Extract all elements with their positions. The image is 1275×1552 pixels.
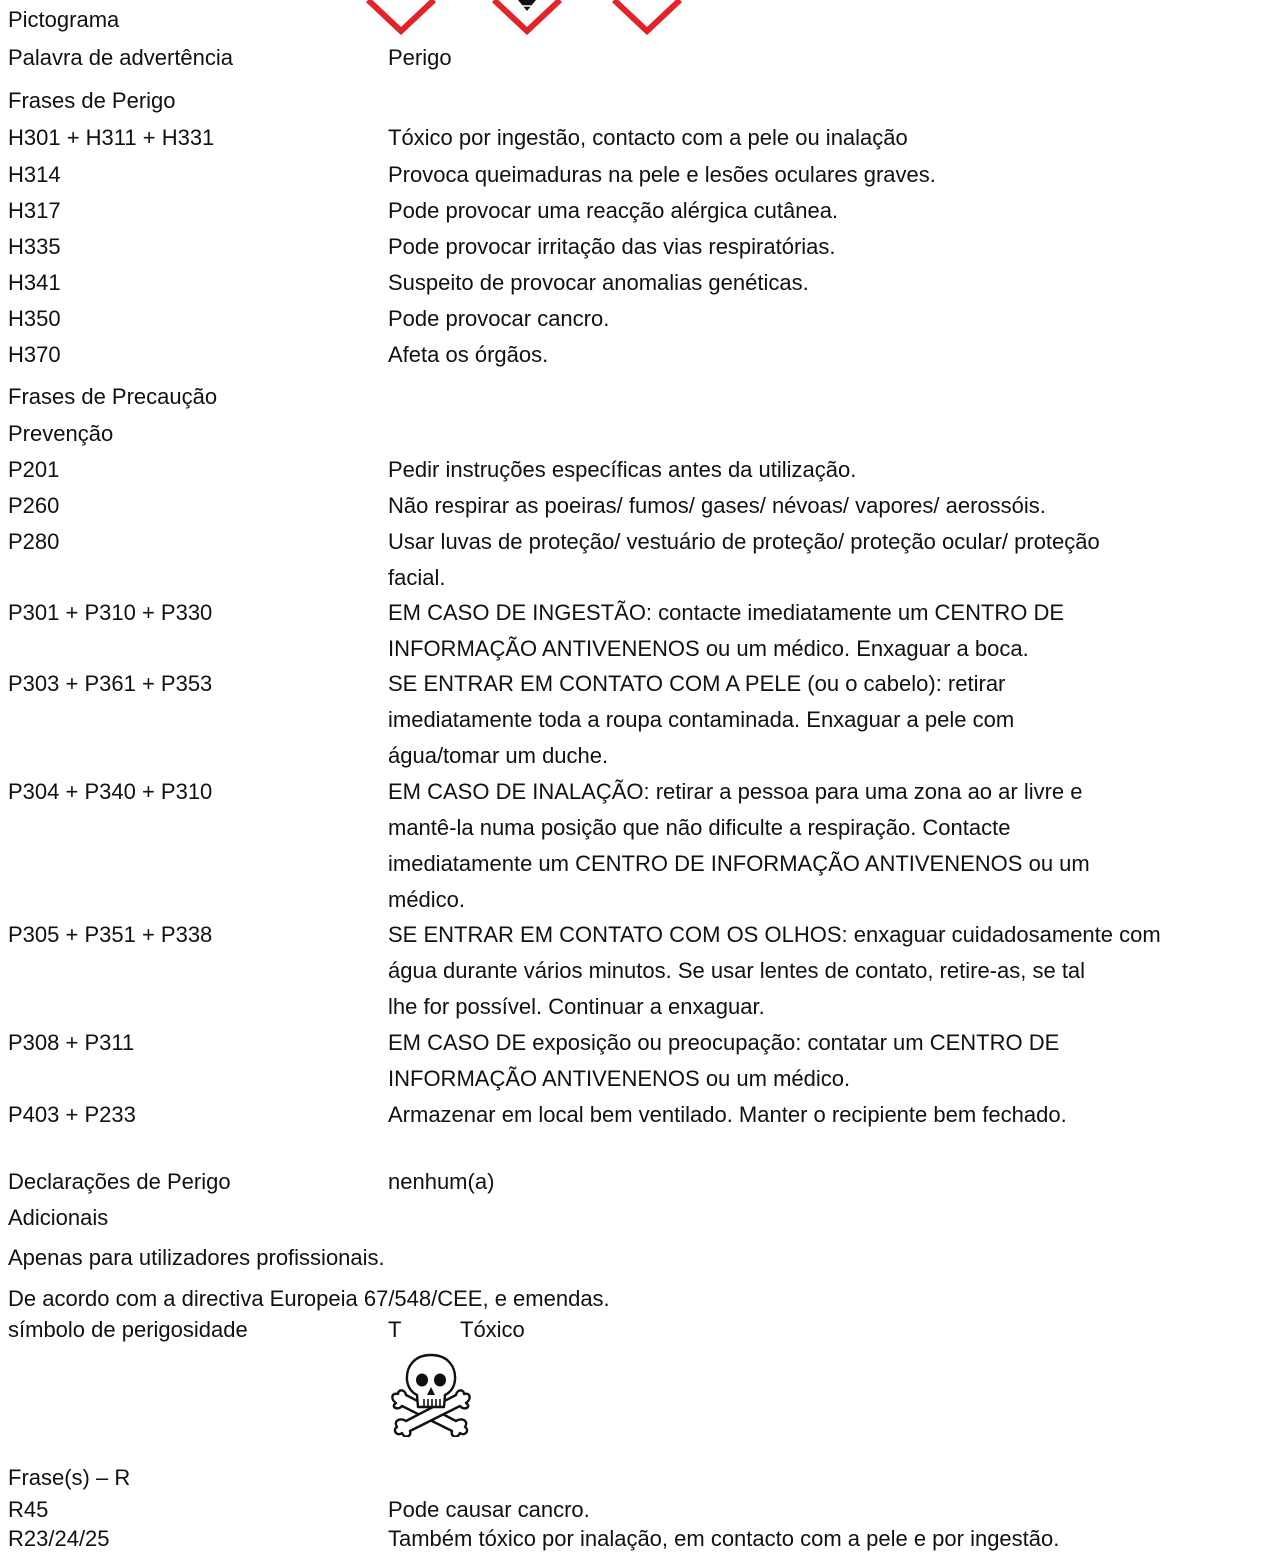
risk-text: Também tóxico por inalação, em contacto com a pele e por ingestão. xyxy=(388,1526,1060,1551)
signal-word-label: Palavra de advertência xyxy=(8,45,234,70)
precaution-code: P403 + P233 xyxy=(8,1102,136,1127)
precaution-text: imediatamente um CENTRO DE INFORMAÇÃO ANTIVENENOS ou um xyxy=(388,851,1090,876)
hazard-code: H301 + H311 + H331 xyxy=(8,125,215,150)
professional-use-note: Apenas para utilizadores profissionais. xyxy=(8,1245,385,1270)
precaution-text: INFORMAÇÃO ANTIVENENOS ou um médico. xyxy=(388,1066,851,1091)
skull-crossbones-icon xyxy=(386,1349,476,1437)
precaution-code: P308 + P311 xyxy=(8,1030,135,1055)
hazard-text: Pode provocar cancro. xyxy=(388,306,610,331)
additional-label: Declarações de Perigo xyxy=(8,1169,231,1194)
precaution-text: INFORMAÇÃO ANTIVENENOS ou um médico. Enxaguar a boca. xyxy=(388,636,1029,661)
precaution-code: P201 xyxy=(8,457,60,482)
precaution-text: EM CASO DE INALAÇÃO: retirar a pessoa para uma zona ao ar livre e xyxy=(388,779,1083,804)
ghs-pictogram-center-icon xyxy=(494,0,560,31)
precaution-text: SE ENTRAR EM CONTATO COM A PELE (ou o cabelo): retirar xyxy=(388,671,1006,696)
danger-symbol-label: símbolo de perigosidade xyxy=(8,1317,248,1342)
precaution-text: EM CASO DE exposição ou preocupação: contatar um CENTRO DE xyxy=(388,1030,1060,1055)
danger-symbol-code: T xyxy=(388,1317,402,1342)
hazard-code: H350 xyxy=(8,306,61,331)
risk-text: Pode causar cancro. xyxy=(388,1497,590,1522)
hazard-code: H335 xyxy=(8,234,61,259)
precaution-text: facial. xyxy=(388,565,446,590)
ghs-pictogram-left-icon xyxy=(368,0,434,31)
precaution-text: SE ENTRAR EM CONTATO COM OS OLHOS: enxaguar cuidadosamente com xyxy=(388,922,1161,947)
hazard-text: Pode provocar uma reacção alérgica cutânea. xyxy=(388,198,839,223)
hazard-code: H314 xyxy=(8,162,61,187)
risk-heading: Frase(s) – R xyxy=(8,1465,131,1490)
ghs-pictogram-right-icon xyxy=(614,0,680,31)
precaution-text: mantê-la numa posição que não dificulte a respiração. Contacte xyxy=(388,815,1011,840)
hazard-heading: Frases de Perigo xyxy=(8,88,176,113)
precaution-text: EM CASO DE INGESTÃO: contacte imediatamente um CENTRO DE xyxy=(388,600,1065,625)
hazard-code: H341 xyxy=(8,270,61,295)
hazard-text: Tóxico por ingestão, contacto com a pele ou inalação xyxy=(388,125,908,150)
precaution-text: Usar luvas de proteção/ vestuário de proteção/ proteção ocular/ proteção xyxy=(388,529,1100,554)
precaution-code: P260 xyxy=(8,493,60,518)
precaution-text: água durante vários minutos. Se usar lentes de contato, retire-as, se tal xyxy=(388,958,1086,983)
precaution-text: lhe for possível. Continuar a enxaguar. xyxy=(388,994,765,1019)
risk-code: R23/24/25 xyxy=(8,1526,110,1551)
precaution-subheading: Prevenção xyxy=(8,421,114,446)
signal-word-value: Perigo xyxy=(388,45,452,70)
precaution-text: Pedir instruções específicas antes da utilização. xyxy=(388,457,857,482)
precaution-code: P303 + P361 + P353 xyxy=(8,671,213,696)
precaution-code: P304 + P340 + P310 xyxy=(8,779,213,804)
hazard-text: Pode provocar irritação das vias respiratórias. xyxy=(388,234,836,259)
precaution-text: Armazenar em local bem ventilado. Manter o recipiente bem fechado. xyxy=(388,1102,1067,1127)
additional-value: nenhum(a) xyxy=(388,1169,495,1194)
precaution-code: P280 xyxy=(8,529,60,554)
precaution-text: água/tomar um duche. xyxy=(388,743,609,768)
hazard-text: Provoca queimaduras na pele e lesões oculares graves. xyxy=(388,162,936,187)
hazard-code: H317 xyxy=(8,198,61,223)
precaution-text: médico. xyxy=(388,887,466,912)
pictogram-label: Pictograma xyxy=(8,7,120,32)
directive-note: De acordo com a directiva Europeia 67/548/CEE, e emendas. xyxy=(8,1286,610,1311)
precaution-text: Não respirar as poeiras/ fumos/ gases/ névoas/ vapores/ aerossóis. xyxy=(388,493,1046,518)
hazard-code: H370 xyxy=(8,342,61,367)
precaution-code: P301 + P310 + P330 xyxy=(8,600,213,625)
danger-symbol-name: Tóxico xyxy=(460,1317,525,1342)
risk-code: R45 xyxy=(8,1497,49,1522)
precaution-heading: Frases de Precaução xyxy=(8,384,218,409)
additional-label-continued: Adicionais xyxy=(8,1205,109,1230)
precaution-text: imediatamente toda a roupa contaminada. Enxaguar a pele com xyxy=(388,707,1015,732)
ghs-pictograms xyxy=(356,0,686,36)
hazard-text: Suspeito de provocar anomalias genéticas. xyxy=(388,270,809,295)
hazard-text: Afeta os órgãos. xyxy=(388,342,549,367)
precaution-code: P305 + P351 + P338 xyxy=(8,922,213,947)
